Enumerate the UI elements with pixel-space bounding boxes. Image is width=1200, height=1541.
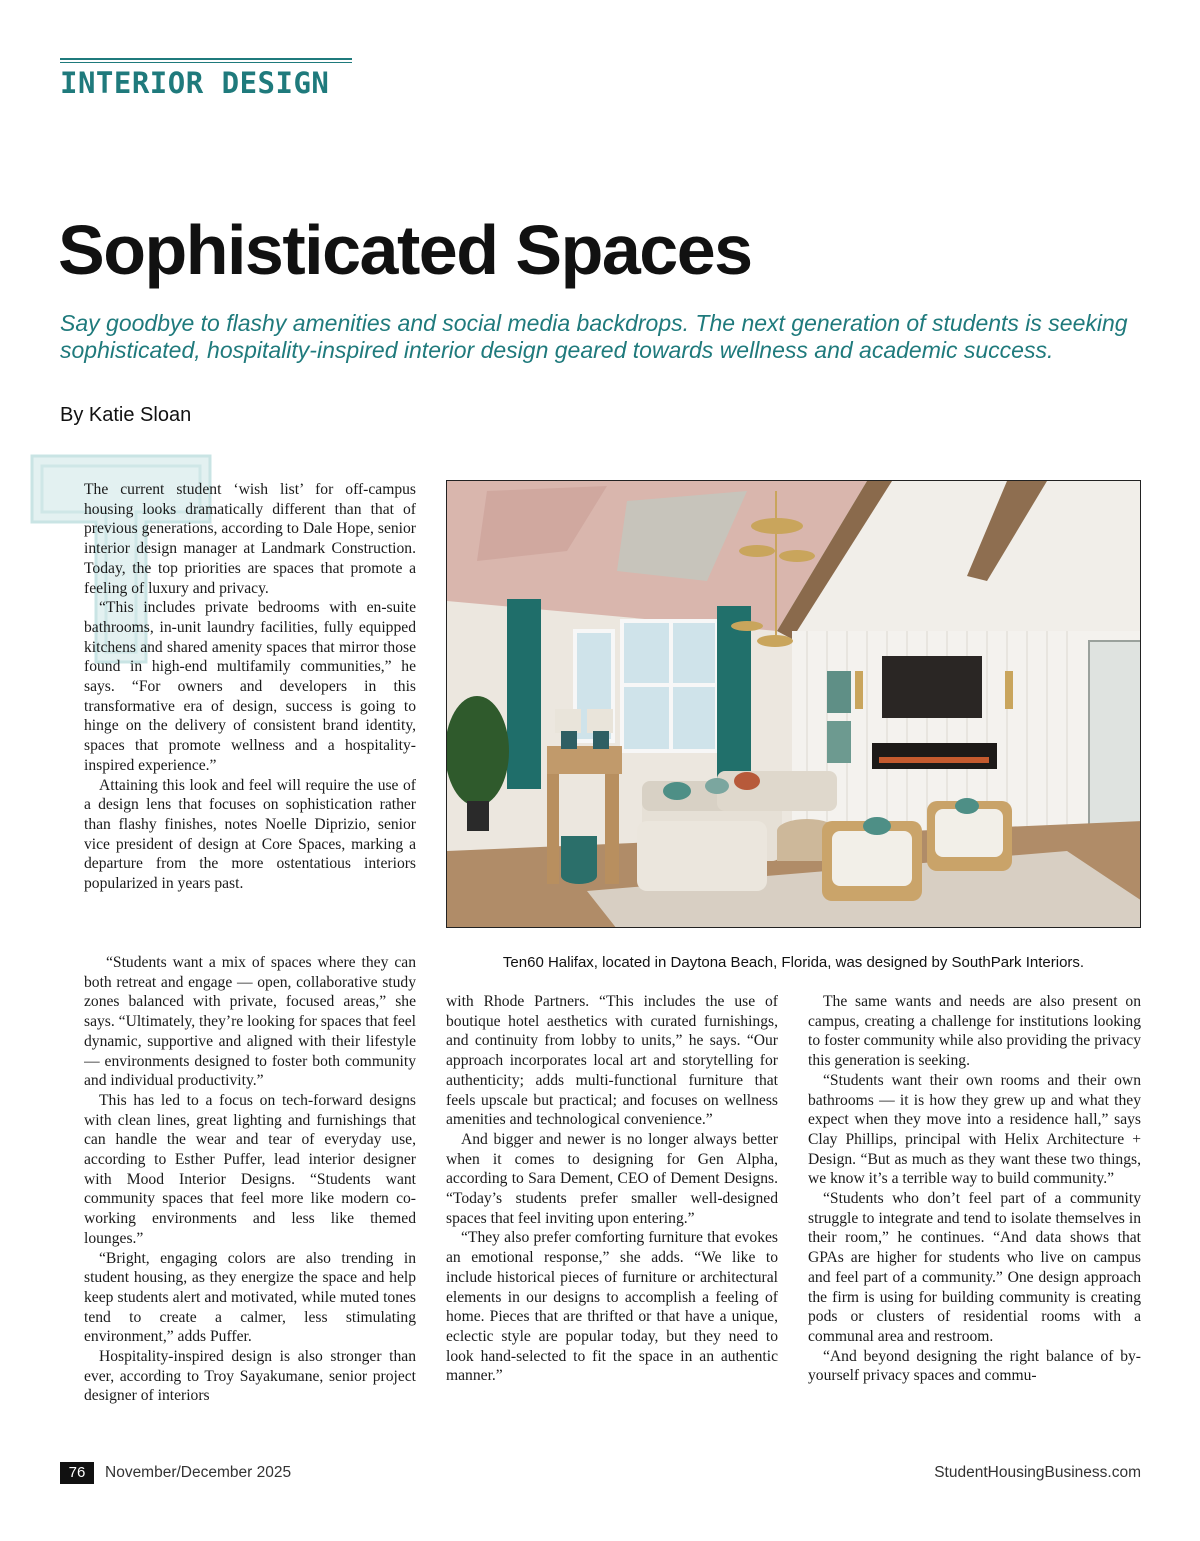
article-photo <box>446 480 1141 928</box>
article-column-1-bottom <box>84 953 416 1445</box>
paragraph: “Students who don’t feel part of a community struggle to integrate and tend to isolate themselves in their room,” he continues. “And data shows that GPAs are higher for students who live on campus and feel part of a community.” One design approach the firm is using for building community is creating pods or clusters of residential rooms with a communal area and restroom. <box>808 1190 1141 1345</box>
section-rule-bottom <box>60 62 352 63</box>
section-rule-top <box>60 58 352 60</box>
section-label: INTERIOR DESIGN <box>60 66 330 100</box>
paragraph: The current student ‘wish list’ for off-campus housing looks dramatically different than that of previous generations, according to Dale Hope, senior interior design manager at Landmark Construction. Today, the top priorities are spaces that promote a feeling of luxury and privacy. <box>84 481 416 597</box>
byline: By Katie Sloan <box>60 404 192 426</box>
page-number: 76 <box>60 1462 94 1484</box>
article-title: Sophisticated Spaces <box>58 211 752 289</box>
living-room-illustration <box>447 481 1141 928</box>
website-url: StudentHousingBusiness.com <box>934 1464 1141 1481</box>
paragraph: “They also prefer comforting furniture that evokes an emotional response,” she adds. “We like to include historical pieces of furniture or architectural elements in our designs to accomplish a feeling of home. Pieces that are thrifted or that have a unique, eclectic style are popular today, but they need to look hand-selected to fit the space in an authentic manner.” <box>446 1229 778 1385</box>
paragraph: “Bright, engaging colors are also trending in student housing, as they energize the space and help keep students alert and motivated, while muted tones tend to create a calmer, less stimulating environment,” adds Puffer. <box>84 1249 416 1346</box>
section-header <box>60 58 352 99</box>
issue-date: November/December 2025 <box>105 1464 292 1481</box>
photo-caption: Ten60 Halifax, located in Daytona Beach, Florida, was designed by SouthPark Interiors. <box>502 954 1085 971</box>
paragraph: Attaining this look and feel will require the use of a design lens that focuses on sophistication rather than flashy finishes, notes Noelle Diprizio, senior vice president of design at Core Spaces, marking a departure from the more ostentatious interiors popularized in years past. <box>84 776 416 893</box>
article-column-2 <box>446 992 778 1442</box>
paragraph: The same wants and needs are also present on campus, creating a challenge for institutions looking to foster community while also providing the privacy this generation is seeking. <box>808 993 1141 1070</box>
paragraph: And bigger and newer is no longer always better when it comes to designing for Gen Alpha, according to Sara Dement, CEO of Dement Designs. “Today’s students prefer smaller well-designed spaces that feel inviting upon entering.” <box>446 1130 778 1227</box>
paragraph: “And beyond designing the right balance of by-yourself privacy spaces and commu- <box>808 1347 1141 1385</box>
paragraph: “Students want a mix of spaces where they can both retreat and engage — open, collaborative study zones balanced with private, focused areas,” she says. “Ultimately, they’re looking for spaces that feel dynamic, supportive and aligned with their lifestyle — environments designed to foster both community and individual productivity.” <box>84 954 416 1090</box>
paragraph: “Students want their own rooms and their own bathrooms — it is how they grew up and what they expect when they move into a residence hall,” says Clay Phillips, principal with Helix Architecture + Design. “But as much as they want these two things, we know it’s a terrible way to build community.” <box>808 1071 1141 1188</box>
article-column-1-top <box>84 480 416 950</box>
paragraph: This has led to a focus on tech-forward designs with clean lines, great lighting and furnishings that can handle the wear and tear of everyday use, according to Esther Puffer, lead interior designer with Mood Interior Designs. “Students want community spaces that feel more like modern co-working environments and less like themed lounges.” <box>84 1091 416 1247</box>
paragraph: “This includes private bedrooms with en-suite bathrooms, in-unit laundry facilities, fully equipped kitchens and shared amenity spaces that mirror those found in high-end multifamily communities,” he says. “For owners and developers in this transformative era of design, success is going to hinge on the delivery of consistent brand identity, spaces that promote wellness and a hospitality-inspired experience.” <box>84 599 416 774</box>
paragraph: Hospitality-inspired design is also stronger than ever, according to Troy Sayakumane, senior project designer of interiors <box>84 1348 416 1405</box>
article-column-3 <box>808 992 1141 1442</box>
paragraph: with Rhode Partners. “This includes the use of boutique hotel aesthetics with curated furnishings, and continuity from lobby to units,” he says. “Our approach incorporates local art and storytelling for authenticity; adds multi-functional furniture that feels upscale but practical; and focuses on wellness amenities and technological convenience.” <box>446 993 778 1129</box>
article-deck: Say goodbye to flashy amenities and social media backdrops. The next generation of students is seeking sophisticated, hospitality-inspired interior design geared towards wellness and academic success. <box>60 310 1128 363</box>
